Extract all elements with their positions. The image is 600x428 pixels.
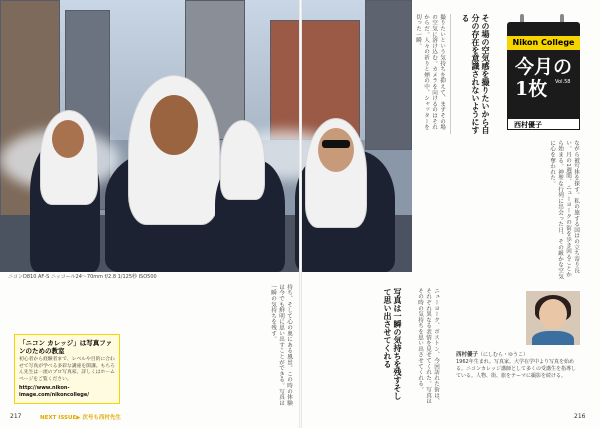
profile-text: 1962年生まれ。写真家。大学在学中より写真を始める。ニコンカレッジ講師として多くの受講生を指導している。人物、街、旅をテーマに撮影を続ける。 [456, 359, 576, 379]
author-profile [456, 352, 580, 380]
college-notice-box [14, 334, 120, 404]
volume-number: Vol.58 [555, 79, 571, 85]
title-line2: 1枚 [515, 78, 548, 100]
procession-photo [0, 0, 412, 272]
column-title [515, 56, 575, 100]
headline-left: 写真は一瞬の気持ちを残すそして思い出させてくれる [383, 288, 402, 400]
brand-label: Nikon College [507, 36, 580, 50]
page-gutter [299, 0, 302, 428]
face [52, 120, 84, 158]
next-issue-label: NEXT ISSUE▶ 次号も西村先生 [40, 415, 121, 421]
face [150, 95, 198, 155]
portrait-body [532, 331, 574, 345]
notice-title: 「ニコン カレッジ」は写真ファンのための教室 [19, 339, 113, 355]
page-number-left: 217 [10, 413, 22, 420]
white-veil [220, 120, 265, 200]
body-text-left: 持ち、そして心の奥にある風景。この時の体験は今でも鮮明に思い出すことができる。写真は一瞬の気持ちを残す。 [270, 284, 292, 406]
author-portrait [526, 291, 580, 345]
sunglasses [322, 140, 350, 148]
body-text-upper: 撮りたいという気持ちを抑えて、まずその場の空気に溶け込む。カメラを向けるのはそれからだ。人々の祈りと煙の中、シャッターを切った一瞬。 [415, 14, 445, 130]
page-number-right: 216 [574, 413, 586, 420]
notice-text: 初心者から経験者まで、レベルや目的に合わせて写真が学べる多彩な講座を開講。もちろん先生は一流のプロ写真家。詳しくはホームページをご覧ください。 [19, 357, 115, 382]
building-right [365, 0, 412, 150]
portrait-face [539, 299, 567, 329]
body-text-right: ながら被写体を探す。私の旅する国はの立ち寄り長い。月の1週間、ニューヨークの街を歩き回ることから始まる。神聖な行列に出会った日、その厳かな空気に心を奪われた。 [549, 140, 579, 280]
divider [450, 14, 451, 134]
headline-right: その場の空気感を撮りたいから自分の存在を意識されないようにする [461, 14, 490, 134]
profile-name: 西村優子 [456, 352, 479, 358]
face [318, 128, 354, 172]
photo-caption: ニコンD810 AF-S ニッコール24〜70mm f/2.8 1/125秒 ISO500 [8, 274, 157, 280]
body-text-lower-right: ニューヨーク、ボストン、今回訪れた街は、それぞれ異なる表情を見せてくれた。写真はその時の気持ちを思い出させてくれる。 [417, 288, 439, 404]
profile-reading: （にしむら・ゆうこ） [478, 352, 529, 358]
notice-url[interactable]: http://www.nikon-image.com/nikoncollege/ [19, 385, 90, 398]
title-line1: 今月の [515, 56, 573, 78]
author-name: 西村優子 [507, 118, 580, 130]
